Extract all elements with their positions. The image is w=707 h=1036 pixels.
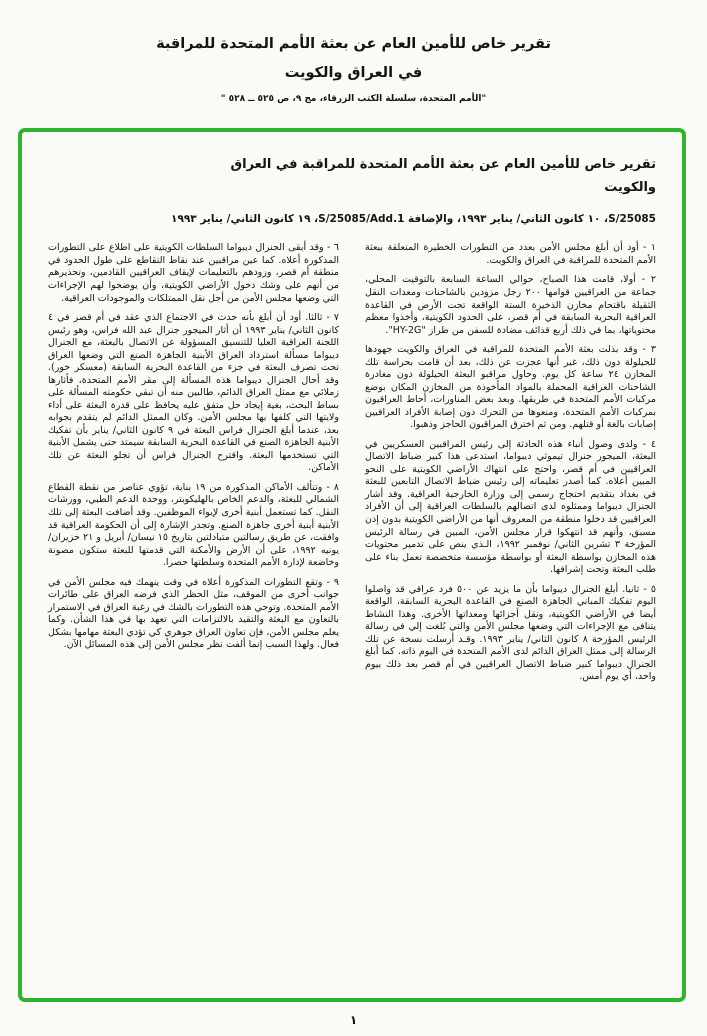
paragraph-5: ٥ - ثانيا. أبلغ الجنرال ديبواما بأن ما يزيد عن ٥٠٠ فرد عراقي قد واصلوا اليوم تفكيك المباني الجاهزة الصنع في القاعدة البحرية السابقة، الواقعة أيضا في الأراضي الكويتية، ونقل أجزائها ومعداتها الأخرى. وهذا النشاط يتنافى مع الإجراءات التي وضعها مجلس الأمن والتي بُلغت إلي في رسالة الرئيس المؤرخة ٨ كانون الثاني/ يناير ١٩٩٣. وقـد أرسلت نسخة عن تلك الرسالة إلى ممثل العراق الدائم لدى الأمم المتحدة في اليوم ذاته. كما أبلغ الجنرال ديبواما كبير ضباط الاتصال العراقيين في أم قصر بعد ذلك بيوم واحد، أي يوم أمس. <box>365 583 656 683</box>
document-heading-line2: والكويت <box>604 179 656 195</box>
paragraph-9: ٩ - وتقع التطورات المذكورة أعلاه في وقت ينهمك فيه مجلس الأمن في جوانب أخرى من الموقف، مثل الحظر الذي فرضه العراق على طائرات الأمم المتحدة. وتوحي هذه التطورات بالشك في رغبة العراق في الاستمرار بالتعاون مع البعثة والتقيد بالالتزامات التي تعهد بها في هذا الشأن. وكما يعلم مجلس الأمن، فإن تعاون العراق جوهري كي تؤدي البعثة مهامها بشكل فعال. ولهذا السبب إنما ألفت نظر مجلس الأمن إلى هذه المسائل الآن. <box>48 576 339 651</box>
paragraph-1: ١ - أود أن أبلغ مجلس الأمن بعدد من التطورات الخطيرة المتعلقة ببعثة الأمم المتحدة للمراقبة في العراق والكويت. <box>365 242 656 266</box>
document-heading <box>48 154 656 200</box>
text-columns <box>48 242 656 691</box>
document-heading-line1: تقرير خاص للأمين العام عن بعثة الأمم المتحدة للمراقبة في العراق <box>230 157 656 172</box>
page-number: ١ <box>349 1013 358 1027</box>
paragraph-7: ٧ - ثالثا. أود أن أبلغ بأنه حدث في الاجتماع الذي عقد في أم قصر في ٤ كانون الثاني/ يناير ١٩٩٣ أن أثار الميجور جنرال عبد الله فراس، وهو رئيس اللجنة العراقية العليا للتنسيق المسؤولة عن الاتصال بالبعثة، مع الجنرال ديبواما مسألة استرداد العراق الأبنية الجاهزة الصنع التي وضعها العراق تحت تصرف البعثة في جزء من القاعدة البحرية السابقة (معسكر خور). وقد أحال الجنرال ديبواما هذه المسألة إلى مقر الأمم المتحدة، فأثارها زملائي مع ممثل العراق الدائم، طالبين منه أن تبقي حكومته المسألة على بساط البحث، بغية إيجاد حل متفق عليه يحافظ على قدرة البعثة على أداء ولايتها التي كلفها بها مجلس الأمن. وكان الممثل الدائم لم يتقدم بجوابه بعد، عندما أبلغ الجنرال فراس البعثة في ٩ كانون الثاني/ يناير بأن تفكيك الأبنية الجاهزة الصنع في القاعدة البحرية السابقة سيمتد حتى يشمل الأبنية التي تستخدمها البعثة. واقترح الجنرال فراس أن تجلو البعثة عن تلك الأماكن. <box>48 312 339 474</box>
page-header <box>0 0 707 104</box>
source-citation: "الأمم المتحدة، سلسلة الكتب الزرقاء، مج ٩، ص ٥٢٥ ــ ٥٢٨ " <box>220 94 487 104</box>
paragraph-6: ٦ - وقد أبقى الجنرال ديبواما السلطات الكويتية على اطلاع على التطورات المذكورة أعلاه. كما عين مراقبين عند نقاط التقاطع على طول الحدود في منطقة أم قصر، وزودهم بالتعليمات لإيقاف العراقيين القادمين، وتحذيرهم من أنهم على وشك دخول الأراضي الكويتية، وأن يوضحوا لهم الإجراءات التي وضعها مجلس الأمن من أجل نقل الممتلكات والموجودات العراقية. <box>48 242 339 304</box>
content-border-box <box>18 128 686 1002</box>
page-title-line2: في العراق والكويت <box>284 65 423 81</box>
document-reference: S/25085، ١٠ كانون الثاني/ يناير ١٩٩٣، والإضافة S/25085/Add.1، ١٩ كانون الثاني/ يناير ١٩٩٣ <box>171 212 656 225</box>
paragraph-8: ٨ - وتتألف الأماكن المذكورة من ١٩ بناية، تؤوي عناصر من نقطة القطاع الشمالي للبعثة، والدعم الخاص بالهليكوبتر، ووحدة الدعم الطبي، وورشات النقل. كما تستعمل أبنية أخرى لإيواء الموظفين. وقد أضافت البعثة إلى تلك الأبنية أبنية أخرى جاهزة الصنع. وتجدر الإشارة إلى أن الحكومة العراقية قد وافقت، عن طريق رسالتين متبادلتين بتاريخ ١٥ نيسان/ أبريل و ٢١ حزيران/ يونيه ١٩٩٢، على أن الأرض والأمكنة التي قدمتها للبعثة ستكون مصونة وخاضعة لإدارة الأمم المتحدة وسلطتها حصرا. <box>48 481 339 569</box>
paragraph-2: ٢ - أولا، قامت هذا الصباح، حوالي الساعة السابعة بالتوقيت المحلي، جماعة من العراقيين قوامها ٢٠٠ رجل مزودين بالشاحنات ومعدات النقل الثقيلة باقتحام مخازن الذخيرة الستة الواقعة تحت الأرض في القاعدة العراقية البحرية السابقة في أم قصر، على الحدود الكويتية، وأخذوا معظم محتوياتها، بما في ذلك أربع قذائف مضادة للسفن من طراز "HY-2G". <box>365 274 656 336</box>
column-right <box>365 242 656 691</box>
page-title-line1: تقرير خاص للأمين العام عن بعثة الأمم المتحدة للمراقبة <box>156 36 551 52</box>
page-footer <box>0 1009 707 1028</box>
paragraph-3: ٣ - وقد بذلت بعثة الأمم المتحدة للمراقبة في العراق والكويت جهودها للحيلولة دون ذلك، غير أنها عجزت عن ذلك، بعد أن قامت بحراسة تلك المخازن ٢٤ ساعة كل يوم. وحاول مراقبو البعثة الحيلولة دون مغادرة الشاحنات العراقية المحملة بالمواد المأخوذة من المخازن المكان بوضع مركبات الأمم المتحدة في طريقها. وبعد بعض المناورات، أحاط العراقيون بمركبات الأمم المتحدة، ومنعوها من التحرك دون إصابة الأفراد العراقيين إصابات بالغة أو قتلهم. ومن ثم اخترق المراقبون الحاجز وذهبوا. <box>365 344 656 431</box>
column-left <box>48 242 339 691</box>
paragraph-4: ٤ - ولدى وصول أنباء هذه الحادثة إلى رئيس المراقبين العسكريين في البعثة، الميجور جنرال تيموثي ديبواما، استدعى هذا كبير ضباط الاتصال العراقيين في أم قصر، واحتج على انتهاك الأراضي الكويتية على النحو المبين أعلاه. كما أصدر تعليماته إلى رئيس ضباط الاتصال التابعين للبعثة في بغداد بتقديم احتجاج رسمي إلى وزارة الخارجية العراقية. وقد أشار الجنرال ديبواما وممثلوه لدى اتصالهم بالسلطات العراقية إلى أن الأفراد العراقيين قد دخلوا منطقة من المعروف أنها من الأراضي الكويتية بدون إذن مسبق، وأنهم قد انتهكوا قرار مجلس الأمن، المبين في رسالة الرئيس المؤرخة ٣ تشرين الثاني/ نوفمبر ١٩٩٢، الـذي ينص على تدمير محتويات هذه المخازن بواسطة البعثة أو بواسطة مؤسسة متخصصة تعمل بناء على طلب البعثة وتحت إشرافها. <box>365 438 656 576</box>
